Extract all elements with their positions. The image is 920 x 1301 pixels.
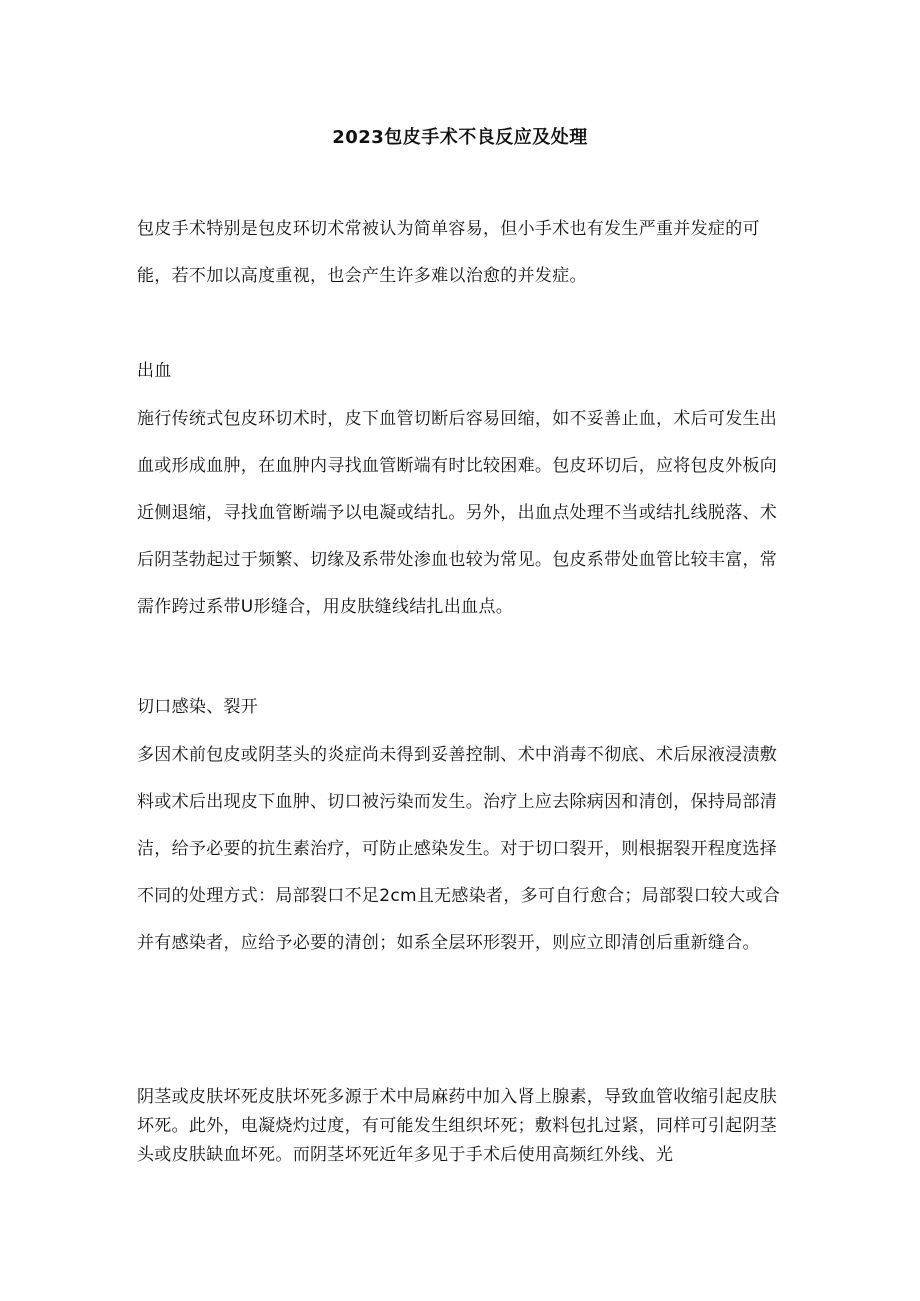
section-heading-infection: 切口感染、裂开 — [137, 697, 259, 717]
intro-paragraph: 包皮手术特别是包皮环切术常被认为简单容易，但小手术也有发生严重并发症的可能，若不加以高度重视，也会产生许多难以治愈的并发症。 — [137, 219, 760, 286]
document-title: 2023包皮手术不良反应及处理 — [332, 127, 588, 148]
section-body-bleeding: 施行传统式包皮环切术时，皮下血管切断后容易回缩，如不妥善止血，术后可发生出血或形成血肿，在血肿内寻找血管断端有时比较困难。包皮环切后，应将包皮外板向近侧退缩，寻找血管断端予以电凝或结扎。另外，出血点处理不当或结扎线脱落、术后阴茎勃起过于频繁、切缘及系带处渗血也较为常见。包皮系带处血管比较丰富，常需作跨过系带U形缝合，用皮肤缝线结扎出血点。 — [137, 409, 778, 617]
section-body-infection: 多因术前包皮或阴茎头的炎症尚未得到妥善控制、术中消毒不彻底、术后尿液浸渍敷料或术后出现皮下血肿、切口被污染而发生。治疗上应去除病因和清创，保持局部清洁，给予必要的抗生素治疗，可防止感染发生。对于切口裂开，则根据裂开程度选择不同的处理方式：局部裂口不足2cm且无感染者，多可自行愈合；局部裂口较大或合并有感染者，应给予必要的清创；如系全层环形裂开，则应立即清创后重新缝合。 — [137, 745, 781, 953]
section-heading-bleeding: 出血 — [137, 361, 172, 381]
section-body-necrosis: 阴茎或皮肤坏死皮肤坏死多源于术中局麻药中加入肾上腺素，导致血管收缩引起皮肤坏死。此外，电凝烧灼过度，有可能发生组织坏死；敷料包扎过紧，同样可引起阴茎头或皮肤缺血坏死。而阴茎坏死近年多见于手术后使用高频红外线、光 — [137, 1087, 778, 1165]
